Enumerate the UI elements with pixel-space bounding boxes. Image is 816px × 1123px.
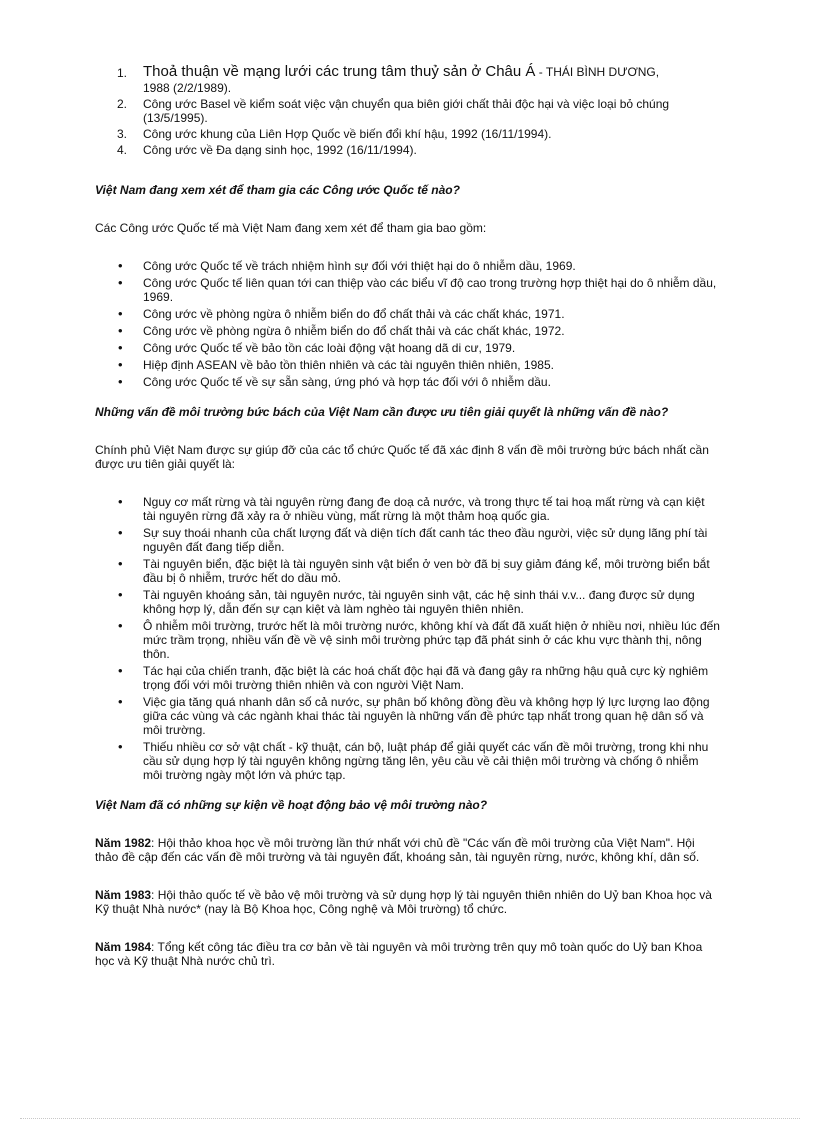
list-item: • Công ước Quốc tế về sự sẵn sàng, ứng phó và hợp tác đối với ô nhiễm dầu. [95, 375, 720, 389]
list-item [95, 62, 720, 95]
list-item-title: Thoả thuận về mạng lưới các trung tâm thuỷ sản ở Châu Á [143, 63, 536, 80]
list-item: • Nguy cơ mất rừng và tài nguyên rừng đang đe doạ cả nước, và trong thực tế tai hoạ mất rừng và cạn kiệt tài nguyên rừng đã xảy ra ở nhiều vùng, mất rừng là một thảm hoạ quốc gia. [95, 495, 720, 523]
section-heading: Những vấn đề môi trường bức bách của Việt Nam cần được ưu tiên giải quyết là những vấn đề nào? [95, 405, 669, 419]
event-paragraph [95, 888, 720, 916]
section-intro: Các Công ước Quốc tế mà Việt Nam đang xem xét để tham gia bao gồm: [95, 221, 487, 235]
list-item: • Công ước Quốc tế liên quan tới can thiệp vào các biểu vĩ độ cao trong trường hợp thiệt hại do ô nhiễm dầu, 1969. [95, 276, 720, 304]
list-item-text: Công ước khung của Liên Hợp Quốc về biến đổi khí hậu, 1992 (16/11/1994). [143, 127, 552, 141]
list-item: • Tài nguyên biển, đặc biệt là tài nguyên sinh vật biển ở ven bờ đã bị suy giảm đáng kể, môi trường biển bắt đầu bị ô nhiễm, trước hết do dầu mỏ. [95, 557, 720, 585]
event-text: : Hội thảo quốc tế về bảo vệ môi trường và sử dụng hợp lý tài nguyên thiên nhiên do Uỷ ban Khoa học và Kỹ thuật Nhà nước* (nay là Bộ Khoa học, Công nghệ và Môi trường) tổ chức. [95, 888, 712, 916]
list-item: • Công ước Quốc tế về trách nhiệm hình sự đối với thiệt hại do ô nhiễm dầu, 1969. [95, 259, 720, 273]
list-item-rest: 1988 (2/2/1989). [143, 81, 232, 95]
event-text: : Hội thảo khoa học về môi trường lần thứ nhất với chủ đề "Các vấn đề môi trường của Việt Nam". Hội thảo đề cập đến các vấn đề môi trường và tài nguyên đất, khoáng sản, tài nguyên rừng, nước, không khí, dân số. [95, 836, 700, 864]
list-item: • Thiếu nhiều cơ sở vật chất - kỹ thuật, cán bộ, luật pháp để giải quyết các vấn đề môi trường, trong khi nhu cầu sử dụng hợp lý tài nguyên không ngừng tăng lên, yêu cầu về cải thiện môi trường và chống ô nhiễm môi trường ngày một lớn và phức tạp. [95, 740, 720, 782]
list-item-caps: - THÁI BÌNH DƯƠNG, [538, 65, 660, 79]
list-item: • Sự suy thoái nhanh của chất lượng đất và diện tích đất canh tác theo đầu người, việc sử dụng lãng phí tài nguyên đất đang tiếp diễn. [95, 526, 720, 554]
event-paragraph [95, 940, 720, 968]
list-item: • Công ước về phòng ngừa ô nhiễm biển do đổ chất thải và các chất khác, 1972. [95, 324, 720, 338]
list-item: • Công ước Quốc tế về bảo tồn các loài động vật hoang dã di cư, 1979. [95, 341, 720, 355]
issues-list [95, 495, 720, 782]
list-item [95, 127, 720, 141]
page-bottom-divider [20, 1118, 800, 1119]
section-intro: Chính phủ Việt Nam được sự giúp đỡ của các tổ chức Quốc tế đã xác định 8 vấn đề môi trường bức bách nhất cần được ưu tiên giải quyết là: [95, 443, 709, 471]
list-number: 3. [117, 127, 128, 141]
list-item-text: Công ước Basel về kiểm soát việc vận chuyển qua biên giới chất thải độc hại và việc loại bỏ chúng (13/5/1995). [143, 97, 670, 125]
document-content [95, 62, 720, 968]
list-item: • Công ước về phòng ngừa ô nhiễm biển do đổ chất thải và các chất khác, 1971. [95, 307, 720, 321]
list-item: • Tác hại của chiến tranh, đặc biệt là các hoá chất độc hại đã và đang gây ra những hậu quả cực kỳ nghiêm trọng đối với môi trường thiên nhiên và con người Việt Nam. [95, 664, 720, 692]
event-year: Năm 1982 [95, 836, 152, 850]
list-item: • Hiệp định ASEAN về bảo tồn thiên nhiên và các tài nguyên thiên nhiên, 1985. [95, 358, 720, 372]
conventions-list [95, 259, 720, 389]
event-text: : Tổng kết công tác điều tra cơ bản về tài nguyên và môi trường trên quy mô toàn quốc do Uỷ ban Khoa học và Kỹ thuật Nhà nước chủ trì. [95, 940, 703, 968]
event-paragraph [95, 836, 720, 864]
list-number: 4. [117, 143, 128, 157]
list-item: • Tài nguyên khoáng sản, tài nguyên nước, tài nguyên sinh vật, các hệ sinh thái v.v... đang được sử dụng không hợp lý, dẫn đến sự cạn kiệt và làm nghèo tài nguyên thiên nhiên. [95, 588, 720, 616]
list-number: 1. [117, 66, 128, 80]
event-year: Năm 1983 [95, 888, 152, 902]
event-year: Năm 1984 [95, 940, 152, 954]
list-item: • Ô nhiễm môi trường, trước hết là môi trường nước, không khí và đất đã xuất hiện ở nhiều nơi, nhiều lúc đến mức trầm trọng, nhiều vấn đề về vệ sinh môi trường phức tạp đã phát sinh ở các khu vực thành thị, nông thôn. [95, 619, 720, 661]
list-item: • Việc gia tăng quá nhanh dân số cả nước, sự phân bố không đồng đều và không hợp lý lực lượng lao động giữa các vùng và các ngành khai thác tài nguyên là những vấn đề phức tạp nhất trong quan hệ dân số và môi trường. [95, 695, 720, 737]
list-item-text: Công ước về Đa dạng sinh học, 1992 (16/11/1994). [143, 143, 417, 157]
treaty-list [95, 62, 720, 157]
section-heading: Việt Nam đã có những sự kiện về hoạt động bảo vệ môi trường nào? [95, 798, 488, 812]
list-item [95, 143, 720, 157]
list-item [95, 97, 720, 125]
section-heading: Việt Nam đang xem xét để tham gia các Công ước Quốc tế nào? [95, 183, 460, 197]
list-number: 2. [117, 97, 128, 111]
